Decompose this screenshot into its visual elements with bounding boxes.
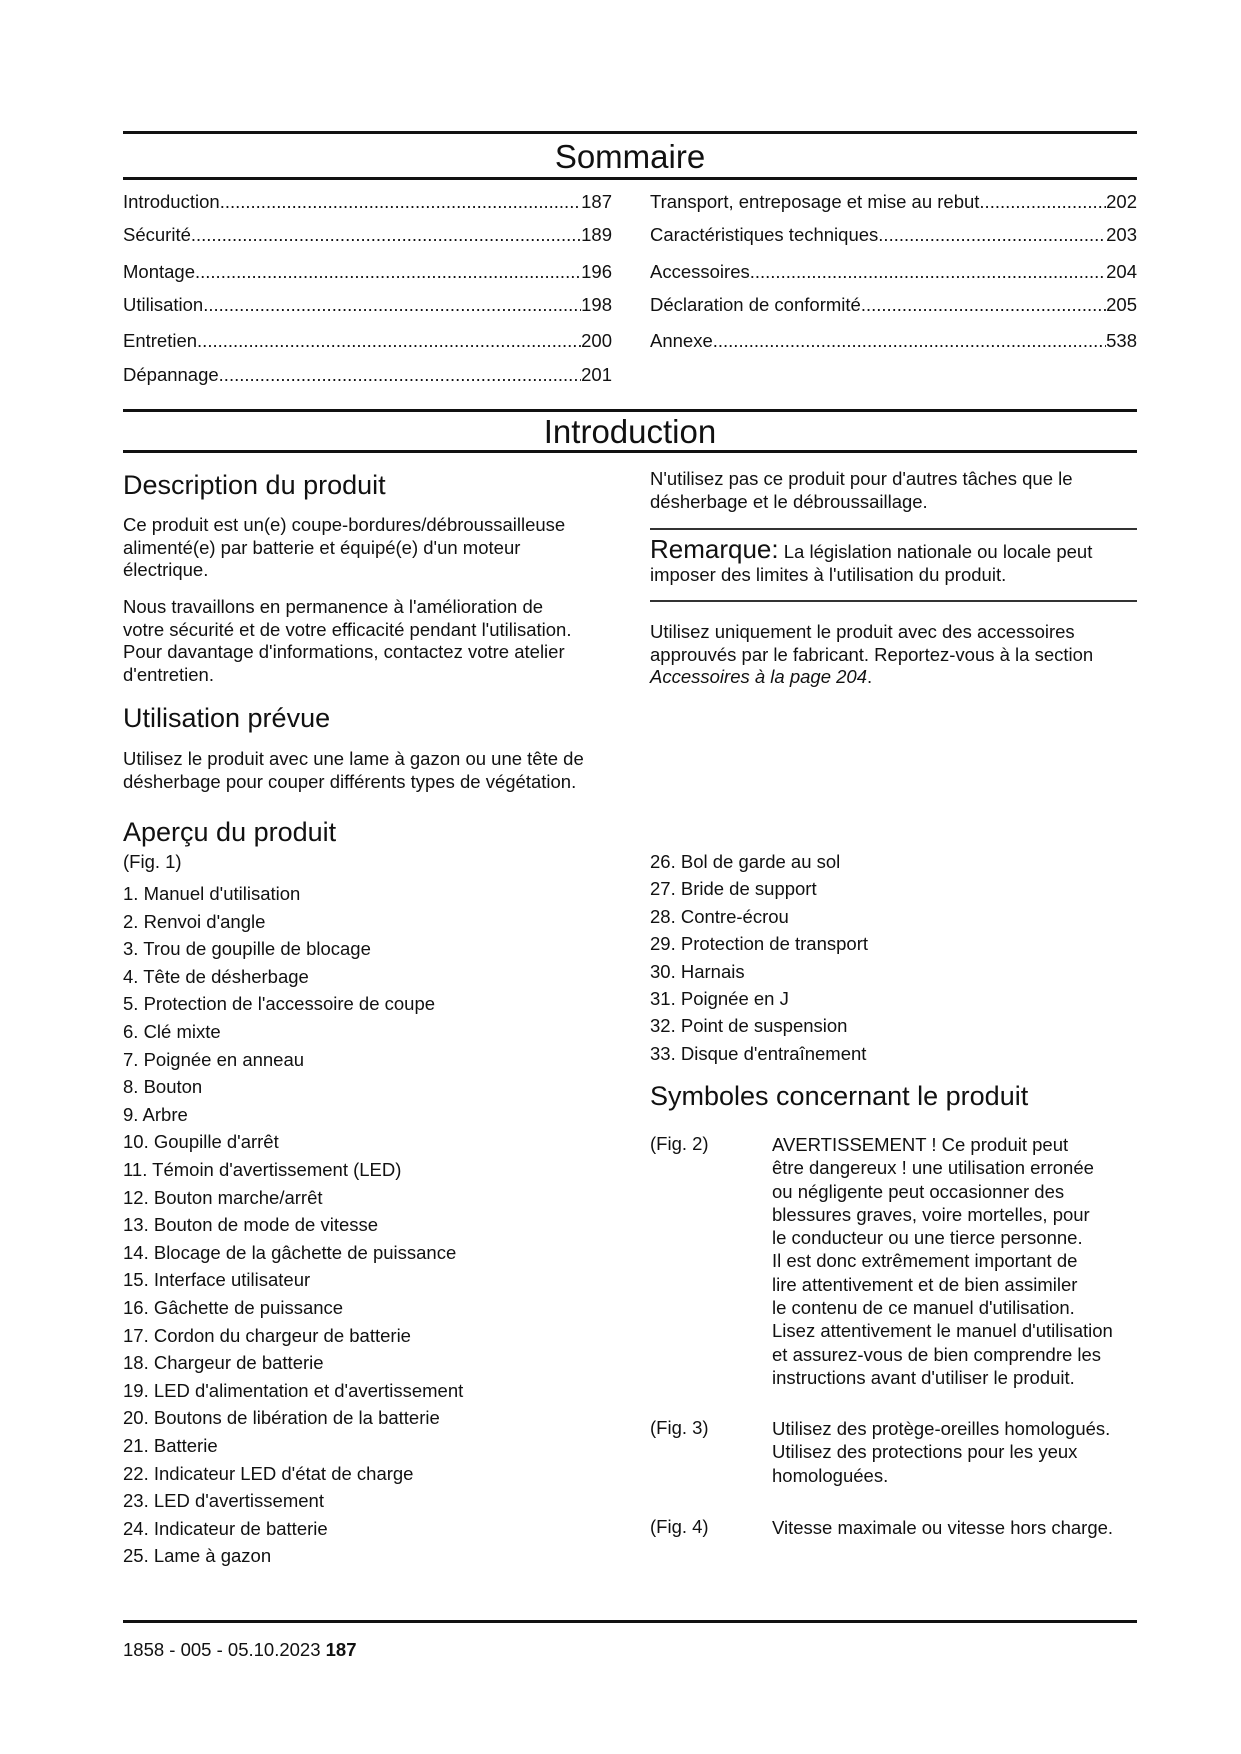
text-line: Pour davantage d'informations, contactez votre atelier bbox=[123, 641, 565, 662]
text-line: Utilisez le produit avec une lame à gazon ou une tête de bbox=[123, 748, 584, 769]
remark-label: Remarque: bbox=[650, 534, 779, 564]
section-title-introduction: Introduction bbox=[543, 413, 717, 450]
toc-entry-page: 205 bbox=[1106, 294, 1137, 315]
toc-leader-dots bbox=[195, 261, 581, 283]
divider bbox=[123, 1620, 1137, 1623]
text-line: AVERTISSEMENT ! Ce produit peut bbox=[772, 1134, 1069, 1155]
toc-entry-label: Utilisation bbox=[123, 294, 204, 315]
text-line: La législation nationale ou locale peut bbox=[778, 541, 1093, 562]
text-line: homologuées. bbox=[772, 1464, 889, 1486]
remark-note bbox=[650, 534, 1093, 586]
symbol-description bbox=[772, 1516, 1113, 1539]
text-line: le contenu de ce manuel d'utilisation. bbox=[772, 1297, 1075, 1319]
toc-entry-label: Caractéristiques techniques bbox=[650, 224, 879, 245]
usage-paragraph bbox=[123, 748, 584, 793]
toc-entry-page: 196 bbox=[581, 261, 612, 282]
text-line: désherbage et le débroussaillage. bbox=[650, 490, 928, 512]
text-line: Vitesse maximale ou vitesse hors charge. bbox=[772, 1517, 1114, 1538]
toc-entry[interactable] bbox=[650, 191, 1137, 213]
divider bbox=[650, 600, 1137, 602]
text-line: Utilisez des protections pour les yeux bbox=[772, 1441, 1078, 1463]
heading-usage: Utilisation prévue bbox=[123, 703, 331, 733]
list-item: 17. Cordon du chargeur de batterie bbox=[123, 1324, 411, 1346]
toc-leader-dots bbox=[713, 330, 1106, 352]
divider bbox=[123, 177, 1137, 180]
list-item: 22. Indicateur LED d'état de charge bbox=[123, 1462, 414, 1484]
list-item: 5. Protection de l'accessoire de coupe bbox=[123, 993, 436, 1015]
text-line: lire attentivement et de bien assimiler bbox=[772, 1273, 1078, 1295]
toc-entry-page: 200 bbox=[581, 330, 612, 351]
list-item: 3. Trou de goupille de blocage bbox=[123, 938, 371, 960]
footer bbox=[123, 1639, 357, 1661]
heading-symbols: Symboles concernant le produit bbox=[650, 1081, 1029, 1111]
toc-entry-page: 198 bbox=[581, 294, 612, 315]
list-item: 30. Harnais bbox=[650, 960, 745, 982]
list-item: 9. Arbre bbox=[123, 1103, 188, 1125]
text-line: Ce produit est un(e) coupe-bordures/débroussailleuse bbox=[123, 514, 566, 535]
list-item: 4. Tête de désherbage bbox=[123, 965, 309, 987]
divider bbox=[123, 131, 1137, 134]
list-item: 13. Bouton de mode de vitesse bbox=[123, 1214, 379, 1236]
toc-entry[interactable] bbox=[650, 294, 1137, 316]
text-line: blessures graves, voire mortelles, pour bbox=[772, 1203, 1090, 1225]
toc-entry-label: Annexe bbox=[650, 330, 713, 351]
list-item: 28. Contre-écrou bbox=[650, 905, 789, 927]
divider bbox=[123, 450, 1137, 453]
text-line: Utilisez uniquement le produit avec des accessoires bbox=[650, 621, 1075, 642]
toc-leader-dots bbox=[220, 191, 581, 213]
toc-leader-dots bbox=[979, 191, 1106, 213]
text-line: approuvés par le fabricant. Reportez-vous à la section bbox=[650, 643, 1094, 665]
figure-reference: (Fig. 3) bbox=[650, 1417, 709, 1438]
toc-entry-page: 538 bbox=[1106, 330, 1137, 351]
description-paragraph-1 bbox=[123, 514, 565, 582]
document-code: 1858 - 005 - 05.10.2023 bbox=[123, 1639, 321, 1660]
toc-leader-dots bbox=[750, 261, 1106, 283]
accessories-link[interactable]: Accessoires à la page 204 bbox=[650, 666, 867, 687]
text-line: ou négligente peut occasionner des bbox=[772, 1180, 1065, 1202]
list-item: 18. Chargeur de batterie bbox=[123, 1352, 324, 1374]
text-line: Lisez attentivement le manuel d'utilisation bbox=[772, 1320, 1113, 1342]
toc-entry-page: 187 bbox=[581, 191, 612, 212]
symbol-description bbox=[772, 1133, 1113, 1389]
list-item: 6. Clé mixte bbox=[123, 1021, 221, 1042]
symbol-description bbox=[772, 1417, 1110, 1487]
text-punctuation: . bbox=[867, 666, 873, 687]
text-line: instructions avant d'utiliser le produit. bbox=[772, 1366, 1075, 1388]
toc-entry[interactable] bbox=[123, 191, 612, 213]
toc-entry-page: 201 bbox=[581, 364, 612, 385]
list-item: 14. Blocage de la gâchette de puissance bbox=[123, 1241, 457, 1263]
text-line: imposer des limites à l'utilisation du produit. bbox=[650, 563, 1007, 585]
list-item: 10. Goupille d'arrêt bbox=[123, 1131, 279, 1153]
list-item: 24. Indicateur de batterie bbox=[123, 1517, 328, 1539]
list-item: 25. Lame à gazon bbox=[123, 1545, 272, 1567]
heading-overview: Aperçu du produit bbox=[123, 817, 337, 847]
toc-entry[interactable] bbox=[123, 330, 612, 352]
toc-leader-dots bbox=[878, 224, 1106, 246]
text-line: et assurez-vous de bien comprendre les bbox=[772, 1343, 1102, 1365]
toc-entry-label: Déclaration de conformité bbox=[650, 294, 861, 315]
toc-entry-page: 202 bbox=[1106, 191, 1137, 212]
toc-entry-label: Transport, entreposage et mise au rebut bbox=[650, 191, 980, 212]
accessories-paragraph bbox=[650, 621, 1093, 689]
restriction-paragraph bbox=[650, 468, 1073, 513]
list-item: 32. Point de suspension bbox=[650, 1015, 848, 1037]
list-item: 26. Bol de garde au sol bbox=[650, 851, 841, 872]
list-item: 2. Renvoi d'angle bbox=[123, 910, 266, 932]
toc-leader-dots bbox=[203, 294, 581, 316]
page-number: 187 bbox=[325, 1639, 357, 1660]
figure-reference: (Fig. 1) bbox=[123, 851, 182, 872]
toc-entry-label: Sécurité bbox=[123, 224, 191, 245]
toc-entry-label: Entretien bbox=[123, 330, 198, 351]
text-line: désherbage pour couper différents types de végétation. bbox=[123, 770, 577, 792]
list-item: 33. Disque d'entraînement bbox=[650, 1042, 867, 1064]
toc-title: Sommaire bbox=[554, 138, 706, 175]
text-line: être dangereux ! une utilisation erronée bbox=[772, 1157, 1094, 1179]
toc-entry-page: 189 bbox=[581, 224, 612, 245]
toc-entry-page: 204 bbox=[1106, 261, 1137, 282]
figure-reference: (Fig. 2) bbox=[650, 1133, 709, 1154]
toc-entry-label: Accessoires bbox=[650, 261, 750, 282]
toc-leader-dots bbox=[191, 224, 581, 246]
toc-entry[interactable] bbox=[123, 364, 612, 386]
text-line: alimenté(e) par batterie et équipé(e) d'un moteur bbox=[123, 536, 521, 558]
list-item: 21. Batterie bbox=[123, 1435, 218, 1456]
list-item: 15. Interface utilisateur bbox=[123, 1269, 311, 1291]
text-line: Il est donc extrêmement important de bbox=[772, 1250, 1078, 1272]
toc-entry[interactable] bbox=[123, 294, 612, 316]
list-item: 20. Boutons de libération de la batterie bbox=[123, 1407, 440, 1429]
list-item: 1. Manuel d'utilisation bbox=[123, 883, 301, 904]
text-line: d'entretien. bbox=[123, 663, 214, 685]
list-item: 27. Bride de support bbox=[650, 878, 817, 900]
divider bbox=[650, 528, 1137, 530]
text-line: électrique. bbox=[123, 559, 209, 580]
description-paragraph-2 bbox=[123, 596, 571, 686]
text-line: Utilisez des protège-oreilles homologués. bbox=[772, 1418, 1111, 1439]
list-item: 8. Bouton bbox=[123, 1076, 203, 1098]
list-item: 19. LED d'alimentation et d'avertissement bbox=[123, 1379, 464, 1401]
toc-leader-dots bbox=[197, 330, 581, 352]
list-item: 12. Bouton marche/arrêt bbox=[123, 1186, 323, 1208]
list-item: 11. Témoin d'avertissement (LED) bbox=[123, 1159, 402, 1180]
toc-entry-label: Introduction bbox=[123, 191, 220, 212]
list-item: 16. Gâchette de puissance bbox=[123, 1297, 344, 1318]
toc-entry[interactable] bbox=[123, 261, 612, 283]
text-line: N'utilisez pas ce produit pour d'autres tâches que le bbox=[650, 468, 1073, 489]
toc-leader-dots bbox=[219, 364, 581, 386]
toc-entry[interactable] bbox=[650, 330, 1137, 352]
toc-entry-page: 203 bbox=[1106, 224, 1137, 245]
list-item: 7. Poignée en anneau bbox=[123, 1048, 305, 1070]
heading-description: Description du produit bbox=[123, 470, 386, 500]
list-item: 31. Poignée en J bbox=[650, 988, 789, 1009]
list-item: 29. Protection de transport bbox=[650, 933, 869, 955]
toc-entry[interactable] bbox=[123, 224, 612, 246]
text-line: Nous travaillons en permanence à l'amélioration de bbox=[123, 596, 544, 617]
toc-entry-label: Dépannage bbox=[123, 364, 219, 385]
toc-entry[interactable] bbox=[650, 224, 1137, 246]
text-line: le conducteur ou une tierce personne. bbox=[772, 1227, 1083, 1249]
figure-reference: (Fig. 4) bbox=[650, 1516, 709, 1537]
toc-entry-label: Montage bbox=[123, 261, 195, 282]
text-line: votre sécurité et de votre efficacité pendant l'utilisation. bbox=[123, 618, 572, 640]
list-item: 23. LED d'avertissement bbox=[123, 1490, 324, 1512]
toc-entry[interactable] bbox=[650, 261, 1137, 283]
toc-leader-dots bbox=[861, 294, 1106, 316]
